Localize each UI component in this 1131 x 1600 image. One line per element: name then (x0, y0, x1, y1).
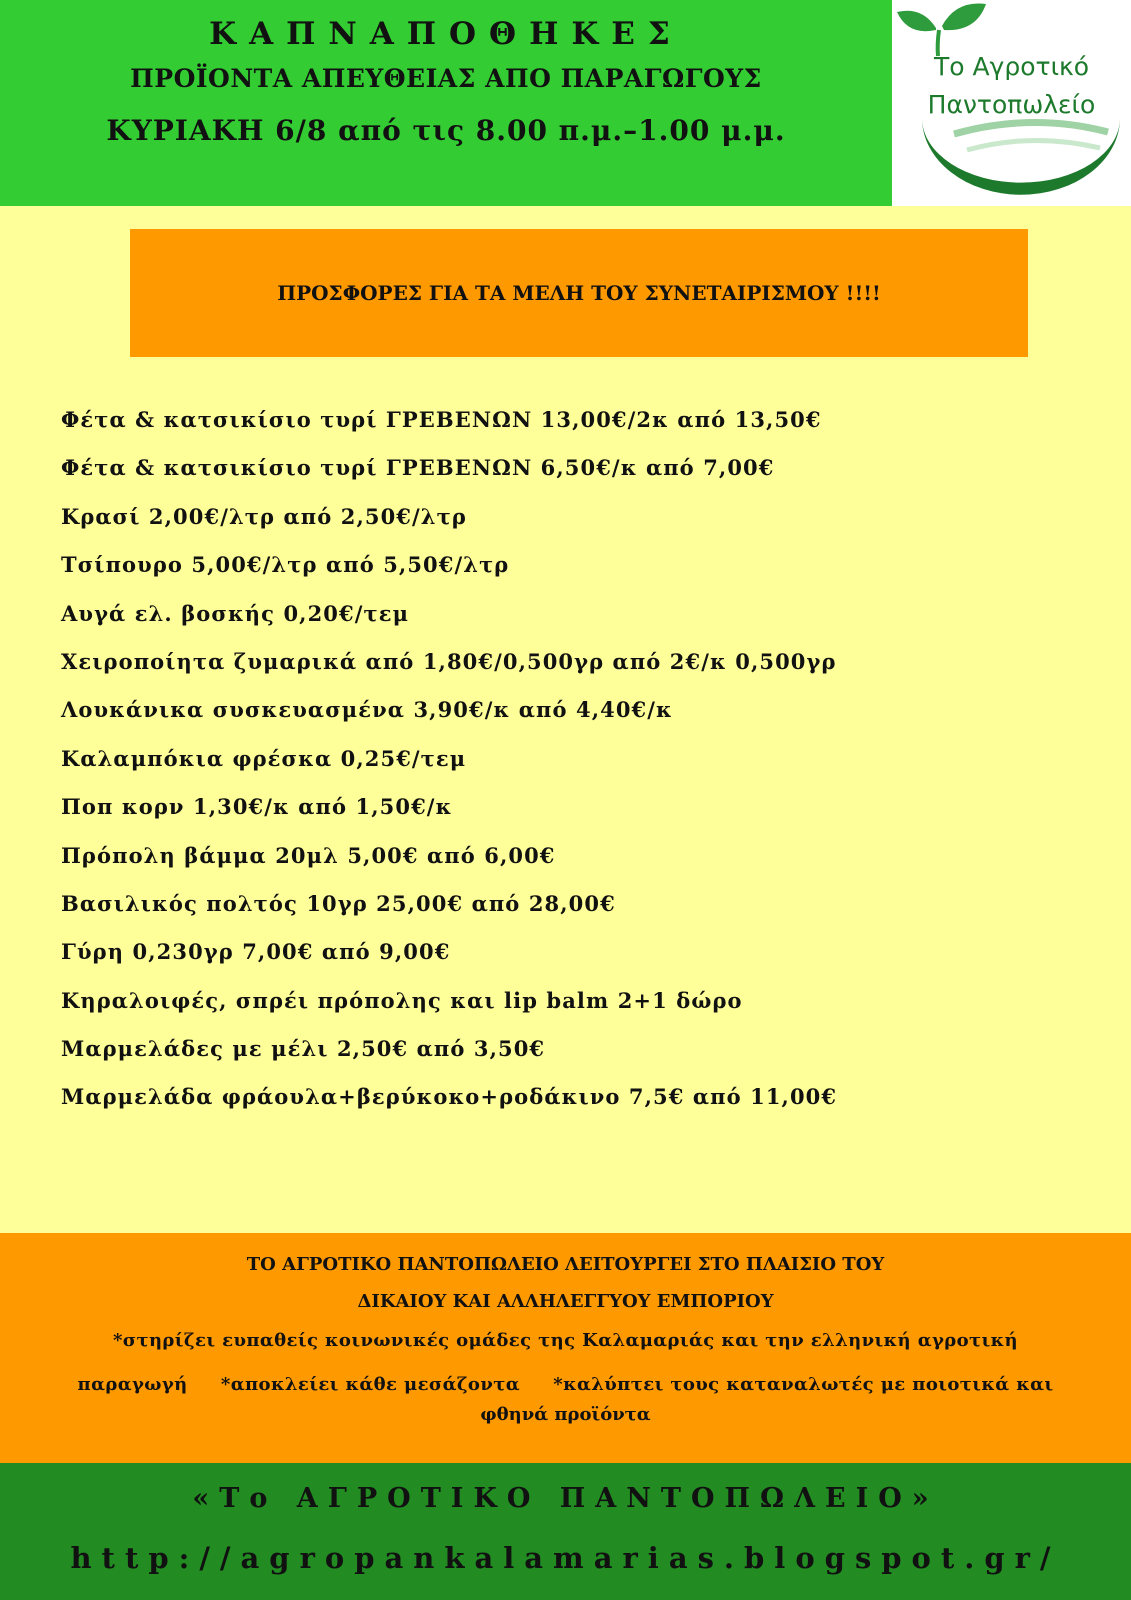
offer-item: Γύρη 0,230γρ 7,00€ από 9,00€ (61, 939, 451, 965)
info-line: παραγωγή *αποκλείει κάθε μεσάζοντα *καλύπτει τους καταναλωτές με ποιοτικά και (77, 1374, 1054, 1395)
offer-item: Κηραλοιφές, σπρέι πρόπολης και lip balm 2+1 δώρο (61, 987, 743, 1013)
offer-item: Μαρμελάδες με μέλι 2,50€ από 3,50€ (61, 1036, 546, 1062)
offer-item: Φέτα & κατσικίσιο τυρί ΓΡΕΒΕΝΩΝ 6,50€/κ από 7,00€ (61, 455, 775, 481)
offer-item: Μαρμελάδα φράουλα+βερύκοκο+ροδάκινο 7,5€ από 11,00€ (61, 1084, 838, 1110)
header-section (0, 0, 892, 206)
offer-item: Φέτα & κατσικίσιο τυρί ΓΡΕΒΕΝΩΝ 13,00€/2κ από 13,50€ (61, 407, 822, 432)
offers-banner: ΠΡΟΣΦΟΡΕΣ ΓΙΑ ΤΑ ΜΕΛΗ ΤΟΥ ΣΥΝΕΤΑΙΡΙΣΜΟΥ !!!! (130, 229, 1028, 357)
info-line: *στηρίζει ευπαθείς κοινωνικές ομάδες της Καλαμαριάς και την ελληνική αγροτική (112, 1330, 1019, 1351)
blog-link[interactable]: http://agropankalamarias.blogspot.gr/ (70, 1541, 1061, 1575)
info-line: φθηνά προϊόντα (480, 1404, 651, 1425)
offer-item: Αυγά ελ. βοσκής 0,20€/τεμ (61, 600, 410, 626)
offer-item: Βασιλικός πολτός 10γρ 25,00€ από 28,00€ (61, 890, 616, 916)
info-section (0, 1233, 1131, 1463)
logo (892, 0, 1131, 206)
logo-text-line1: Το Αγροτικό (933, 52, 1090, 81)
info-line: ΤΟ ΑΓΡΟΤΙΚΟ ΠΑΝΤΟΠΩΛΕΙΟ ΛΕΙΤΟΥΡΓΕΙ ΣΤΟ ΠΛΑΙΣΙΟ ΤΟΥ (246, 1254, 885, 1275)
logo-text-line2: Παντοπωλείο (927, 90, 1096, 119)
offer-item: Λουκάνικα συσκευασμένα 3,90€/κ από 4,40€/κ (61, 697, 673, 723)
event-date: ΚΥΡΙΑΚΗ 6/8 από τις 8.00 π.μ.–1.00 μ.μ. (106, 114, 786, 147)
offer-item: Πρόπολη βάμμα 20μλ 5,00€ από 6,00€ (61, 842, 556, 868)
header-subtitle: ΠΡΟΪΟΝΤΑ ΑΠΕΥΘΕΙΑΣ ΑΠΟ ΠΑΡΑΓΩΓΟΥΣ (130, 64, 762, 93)
offers-list (61, 400, 1101, 1126)
offer-item: Καλαμπόκια φρέσκα 0,25€/τεμ (61, 745, 467, 771)
info-line: ΔΙΚΑΙΟΥ ΚΑΙ ΑΛΛΗΛΕΓΓΥΟΥ ΕΜΠΟΡΙΟΥ (357, 1291, 774, 1312)
store-name: ΚΑΠΝΑΠΟΘΗΚΕΣ (209, 16, 683, 52)
footer-store-name: «Το ΑΓΡΟΤΙΚΟ ΠΑΝΤΟΠΩΛΕΙΟ» (192, 1483, 939, 1514)
offer-item: Χειροποίητα ζυμαρικά από 1,80€/0,500γρ από 2€/κ 0,500γρ (61, 648, 837, 674)
offer-item: Τσίπουρο 5,00€/λτρ από 5,50€/λτρ (61, 552, 510, 578)
offer-item: Κρασί 2,00€/λτρ από 2,50€/λτρ (61, 503, 467, 529)
footer-section (0, 1463, 1131, 1600)
offer-item: Ποπ κορν 1,30€/κ από 1,50€/κ (61, 794, 453, 820)
